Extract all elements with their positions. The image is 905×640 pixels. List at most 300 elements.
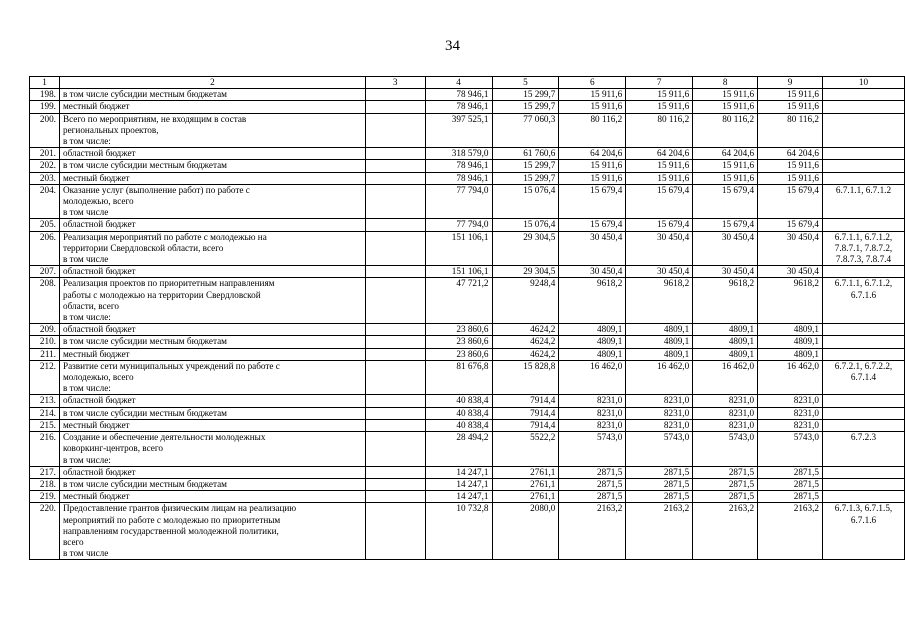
table-row xyxy=(30,231,905,266)
table-row xyxy=(30,407,905,419)
column-3-cell xyxy=(365,148,425,160)
value-cell: 4624,2 xyxy=(492,336,559,348)
value-cell: 7914,4 xyxy=(492,407,559,419)
value-cell: 2163,2 xyxy=(758,503,823,560)
table-row xyxy=(30,172,905,184)
value-cell: 8231,0 xyxy=(559,395,626,407)
indicator-codes xyxy=(822,478,904,490)
value-cell: 2163,2 xyxy=(626,503,693,560)
row-name-line: местный бюджет xyxy=(62,101,130,112)
row-name xyxy=(59,324,365,336)
value-cell: 28 494,2 xyxy=(425,432,492,467)
value-cell: 15 911,6 xyxy=(758,89,823,101)
column-3-cell xyxy=(365,89,425,101)
row-name-line: областной бюджет xyxy=(62,395,136,406)
indicator-code-line: 6.7.1.6 xyxy=(850,289,877,300)
table-row xyxy=(30,148,905,160)
column-3-cell xyxy=(365,419,425,431)
value-cell: 15 828,8 xyxy=(492,360,559,395)
table-row xyxy=(30,503,905,560)
value-cell: 30 450,4 xyxy=(559,266,626,278)
header-cell: 9 xyxy=(758,77,823,89)
value-cell: 4809,1 xyxy=(559,348,626,360)
value-cell: 81 676,8 xyxy=(425,360,492,395)
column-3-cell xyxy=(365,503,425,560)
row-name-line: в том числе: xyxy=(62,312,111,323)
value-cell: 30 450,4 xyxy=(559,231,626,266)
row-name xyxy=(59,491,365,503)
value-cell: 16 462,0 xyxy=(559,360,626,395)
row-number: 209. xyxy=(30,324,60,336)
value-cell: 15 679,4 xyxy=(693,184,758,219)
table-body xyxy=(30,89,905,560)
row-name-line: в том числе субсидии местным бюджетам xyxy=(62,336,227,347)
row-name xyxy=(59,478,365,490)
indicator-codes xyxy=(822,503,904,560)
value-cell: 15 076,4 xyxy=(492,184,559,219)
indicator-codes xyxy=(822,184,904,219)
column-3-cell xyxy=(365,231,425,266)
row-name xyxy=(59,466,365,478)
column-3-cell xyxy=(365,324,425,336)
column-3-cell xyxy=(365,113,425,148)
row-name-line: территории Свердловской области, всего xyxy=(62,242,224,253)
value-cell: 15 299,7 xyxy=(492,160,559,172)
table-row xyxy=(30,491,905,503)
value-cell: 77 794,0 xyxy=(425,184,492,219)
value-cell: 64 204,6 xyxy=(758,148,823,160)
table-row xyxy=(30,360,905,395)
indicator-codes xyxy=(822,360,904,395)
indicator-code-line: 6.7.2.3 xyxy=(850,432,877,443)
value-cell: 15 679,4 xyxy=(693,219,758,231)
value-cell: 30 450,4 xyxy=(758,266,823,278)
row-number: 216. xyxy=(30,432,60,467)
table-row xyxy=(30,395,905,407)
value-cell: 40 838,4 xyxy=(425,419,492,431)
indicator-code-line: 7.8.7.1, 7.8.7.2, xyxy=(834,242,893,253)
value-cell: 9618,2 xyxy=(626,278,693,324)
value-cell: 64 204,6 xyxy=(559,148,626,160)
value-cell: 8231,0 xyxy=(626,395,693,407)
row-name xyxy=(59,432,365,467)
header-cell: 7 xyxy=(626,77,693,89)
value-cell: 2163,2 xyxy=(693,503,758,560)
column-3-cell xyxy=(365,219,425,231)
table-row xyxy=(30,419,905,431)
table-row xyxy=(30,113,905,148)
value-cell: 2761,1 xyxy=(492,478,559,490)
value-cell: 8231,0 xyxy=(758,407,823,419)
value-cell: 80 116,2 xyxy=(693,113,758,148)
column-3-cell xyxy=(365,407,425,419)
row-name-line: Создание и обеспечение деятельности молодежных xyxy=(62,432,266,443)
column-3-cell xyxy=(365,478,425,490)
column-3-cell xyxy=(365,172,425,184)
value-cell: 15 679,4 xyxy=(758,219,823,231)
header-cell: 5 xyxy=(492,77,559,89)
value-cell: 4809,1 xyxy=(559,336,626,348)
column-3-cell xyxy=(365,336,425,348)
row-name-line: областной бюджет xyxy=(62,266,136,277)
value-cell: 15 911,6 xyxy=(559,89,626,101)
value-cell: 5743,0 xyxy=(559,432,626,467)
value-cell: 15 911,6 xyxy=(758,101,823,113)
column-3-cell xyxy=(365,160,425,172)
value-cell: 14 247,1 xyxy=(425,478,492,490)
indicator-codes xyxy=(822,113,904,148)
row-number: 210. xyxy=(30,336,60,348)
row-name xyxy=(59,395,365,407)
row-name-line: в том числе xyxy=(62,207,109,218)
value-cell: 4809,1 xyxy=(626,336,693,348)
row-name xyxy=(59,503,365,560)
indicator-codes xyxy=(822,419,904,431)
value-cell: 2871,5 xyxy=(626,491,693,503)
row-name-line: Реализация мероприятий по работе с молодежью на xyxy=(62,231,267,242)
row-name-line: Предоставление грантов физическим лицам на реализацию xyxy=(62,503,297,514)
header-cell: 2 xyxy=(59,77,365,89)
value-cell: 40 838,4 xyxy=(425,395,492,407)
value-cell: 2871,5 xyxy=(626,466,693,478)
value-cell: 15 911,6 xyxy=(559,101,626,113)
row-name xyxy=(59,101,365,113)
indicator-code-line: 6.7.1.1, 6.7.1.2, xyxy=(834,231,893,242)
row-name-line: всего xyxy=(62,536,84,547)
value-cell: 23 860,6 xyxy=(425,336,492,348)
row-name xyxy=(59,348,365,360)
row-name-line: Всего по мероприятиям, не входящим в состав xyxy=(62,113,247,124)
table-row xyxy=(30,219,905,231)
value-cell: 78 946,1 xyxy=(425,172,492,184)
value-cell: 8231,0 xyxy=(559,419,626,431)
indicator-codes xyxy=(822,466,904,478)
value-cell: 15 299,7 xyxy=(492,89,559,101)
column-3-cell xyxy=(365,395,425,407)
value-cell: 2871,5 xyxy=(758,478,823,490)
value-cell: 4809,1 xyxy=(626,324,693,336)
column-3-cell xyxy=(365,360,425,395)
value-cell: 23 860,6 xyxy=(425,348,492,360)
row-name xyxy=(59,407,365,419)
value-cell: 2761,1 xyxy=(492,491,559,503)
value-cell: 16 462,0 xyxy=(626,360,693,395)
value-cell: 4809,1 xyxy=(693,324,758,336)
row-name-line: областной бюджет xyxy=(62,148,136,159)
indicator-codes xyxy=(822,219,904,231)
value-cell: 23 860,6 xyxy=(425,324,492,336)
row-name xyxy=(59,278,365,324)
row-name-line: в том числе субсидии местным бюджетам xyxy=(62,407,227,418)
value-cell: 30 450,4 xyxy=(758,231,823,266)
indicator-codes xyxy=(822,407,904,419)
header-cell: 10 xyxy=(822,77,904,89)
value-cell: 2871,5 xyxy=(693,466,758,478)
row-name xyxy=(59,172,365,184)
row-name xyxy=(59,231,365,266)
value-cell: 15 299,7 xyxy=(492,172,559,184)
column-3-cell xyxy=(365,491,425,503)
indicator-codes xyxy=(822,89,904,101)
row-number: 213. xyxy=(30,395,60,407)
row-name-line: местный бюджет xyxy=(62,348,130,359)
table-row xyxy=(30,278,905,324)
row-name xyxy=(59,360,365,395)
table-row xyxy=(30,466,905,478)
row-name-line: области, всего xyxy=(62,300,119,311)
value-cell: 2871,5 xyxy=(559,466,626,478)
value-cell: 8231,0 xyxy=(626,419,693,431)
value-cell: 80 116,2 xyxy=(758,113,823,148)
value-cell: 15 911,6 xyxy=(559,172,626,184)
value-cell: 5522,2 xyxy=(492,432,559,467)
indicator-codes xyxy=(822,278,904,324)
value-cell: 15 679,4 xyxy=(559,219,626,231)
value-cell: 8231,0 xyxy=(758,395,823,407)
column-3-cell xyxy=(365,184,425,219)
header-cell: 3 xyxy=(365,77,425,89)
value-cell: 40 838,4 xyxy=(425,407,492,419)
value-cell: 2871,5 xyxy=(758,466,823,478)
value-cell: 15 911,6 xyxy=(758,160,823,172)
value-cell: 78 946,1 xyxy=(425,89,492,101)
row-name xyxy=(59,113,365,148)
row-name-line: направлениям государственной молодежной политики, xyxy=(62,525,279,536)
row-number: 211. xyxy=(30,348,60,360)
column-3-cell xyxy=(365,466,425,478)
row-name-line: в том числе: xyxy=(62,454,111,465)
value-cell: 8231,0 xyxy=(758,419,823,431)
value-cell: 4809,1 xyxy=(758,324,823,336)
value-cell: 16 462,0 xyxy=(693,360,758,395)
value-cell: 14 247,1 xyxy=(425,466,492,478)
value-cell: 7914,4 xyxy=(492,419,559,431)
indicator-codes xyxy=(822,231,904,266)
value-cell: 2871,5 xyxy=(559,478,626,490)
value-cell: 77 060,3 xyxy=(492,113,559,148)
header-cell: 8 xyxy=(693,77,758,89)
row-name-line: областной бюджет xyxy=(62,324,136,335)
row-name-line: мероприятий по работе с молодежью по приоритетным xyxy=(62,514,281,525)
value-cell: 29 304,5 xyxy=(492,231,559,266)
value-cell: 2871,5 xyxy=(758,491,823,503)
value-cell: 4809,1 xyxy=(559,324,626,336)
row-name xyxy=(59,336,365,348)
row-name xyxy=(59,219,365,231)
value-cell: 10 732,8 xyxy=(425,503,492,560)
row-name xyxy=(59,160,365,172)
value-cell: 15 679,4 xyxy=(626,219,693,231)
table-row xyxy=(30,101,905,113)
row-number: 207. xyxy=(30,266,60,278)
value-cell: 77 794,0 xyxy=(425,219,492,231)
header-cell: 4 xyxy=(425,77,492,89)
row-number: 200. xyxy=(30,113,60,148)
value-cell: 30 450,4 xyxy=(626,266,693,278)
row-name-line: региональных проектов, xyxy=(62,124,159,135)
column-3-cell xyxy=(365,432,425,467)
value-cell: 64 204,6 xyxy=(626,148,693,160)
value-cell: 15 911,6 xyxy=(626,172,693,184)
column-3-cell xyxy=(365,101,425,113)
row-name-line: местный бюджет xyxy=(62,172,130,183)
value-cell: 7914,4 xyxy=(492,395,559,407)
row-number: 214. xyxy=(30,407,60,419)
row-name xyxy=(59,266,365,278)
row-number: 220. xyxy=(30,503,60,560)
row-name-line: молодежью, всего xyxy=(62,196,134,207)
value-cell: 64 204,6 xyxy=(693,148,758,160)
value-cell: 4809,1 xyxy=(693,336,758,348)
row-name-line: областной бюджет xyxy=(62,219,136,230)
value-cell: 4624,2 xyxy=(492,348,559,360)
table-row xyxy=(30,266,905,278)
value-cell: 151 106,1 xyxy=(425,266,492,278)
value-cell: 16 462,0 xyxy=(758,360,823,395)
row-number: 212. xyxy=(30,360,60,395)
value-cell: 9618,2 xyxy=(758,278,823,324)
value-cell: 5743,0 xyxy=(626,432,693,467)
value-cell: 4809,1 xyxy=(758,348,823,360)
value-cell: 29 304,5 xyxy=(492,266,559,278)
value-cell: 2871,5 xyxy=(693,491,758,503)
column-3-cell xyxy=(365,266,425,278)
table-row xyxy=(30,348,905,360)
indicator-codes xyxy=(822,395,904,407)
column-3-cell xyxy=(365,278,425,324)
value-cell: 4809,1 xyxy=(758,336,823,348)
value-cell: 15 911,6 xyxy=(626,89,693,101)
value-cell: 30 450,4 xyxy=(693,231,758,266)
value-cell: 5743,0 xyxy=(693,432,758,467)
indicator-codes xyxy=(822,432,904,467)
indicator-code-line: 6.7.1.6 xyxy=(850,514,877,525)
header-cell: 1 xyxy=(30,77,60,89)
indicator-code-line: 6.7.1.4 xyxy=(850,372,877,383)
row-name-line: в том числе субсидии местным бюджетам xyxy=(62,160,227,171)
value-cell: 5743,0 xyxy=(758,432,823,467)
row-name-line: в том числе: xyxy=(62,136,111,147)
indicator-codes xyxy=(822,336,904,348)
row-name-line: местный бюджет xyxy=(62,491,130,502)
table-row xyxy=(30,89,905,101)
row-name xyxy=(59,184,365,219)
indicator-codes xyxy=(822,172,904,184)
value-cell: 15 299,7 xyxy=(492,101,559,113)
indicator-codes xyxy=(822,101,904,113)
row-number: 199. xyxy=(30,101,60,113)
indicator-code-line: 6.7.1.1, 6.7.1.2, xyxy=(834,278,893,289)
value-cell: 30 450,4 xyxy=(693,266,758,278)
row-name-line: Развитие сети муниципальных учреждений по работе с xyxy=(62,360,280,371)
value-cell: 15 911,6 xyxy=(626,160,693,172)
table-row xyxy=(30,432,905,467)
column-3-cell xyxy=(365,348,425,360)
table-row xyxy=(30,324,905,336)
value-cell: 2871,5 xyxy=(559,491,626,503)
row-number: 202. xyxy=(30,160,60,172)
indicator-codes xyxy=(822,491,904,503)
row-name-line: местный бюджет xyxy=(62,419,130,430)
value-cell: 9248,4 xyxy=(492,278,559,324)
value-cell: 318 579,0 xyxy=(425,148,492,160)
row-name-line: Оказание услуг (выполнение работ) по работе с xyxy=(62,184,250,195)
value-cell: 4809,1 xyxy=(693,348,758,360)
value-cell: 4809,1 xyxy=(626,348,693,360)
row-name-line: коворкинг-центров, всего xyxy=(62,443,163,454)
table-row xyxy=(30,160,905,172)
value-cell: 2761,1 xyxy=(492,466,559,478)
indicator-codes xyxy=(822,348,904,360)
indicator-codes xyxy=(822,160,904,172)
indicator-codes xyxy=(822,324,904,336)
value-cell: 8231,0 xyxy=(559,407,626,419)
value-cell: 15 911,6 xyxy=(626,101,693,113)
row-number: 206. xyxy=(30,231,60,266)
row-number: 215. xyxy=(30,419,60,431)
indicator-code-line: 6.7.2.1, 6.7.2.2, xyxy=(834,360,893,371)
indicator-code-line: 6.7.1.3, 6.7.1.5, xyxy=(834,503,893,514)
row-name-line: молодежью, всего xyxy=(62,372,134,383)
header-row xyxy=(30,77,905,89)
indicator-code-line: 7.8.7.3, 7.8.7.4 xyxy=(835,254,892,265)
value-cell: 2080,0 xyxy=(492,503,559,560)
value-cell: 15 911,6 xyxy=(758,172,823,184)
value-cell: 15 076,4 xyxy=(492,219,559,231)
page-number: 34 xyxy=(445,38,460,54)
row-name xyxy=(59,148,365,160)
row-name-line: в том числе субсидии местным бюджетам xyxy=(62,478,227,489)
row-number: 218. xyxy=(30,478,60,490)
row-number: 208. xyxy=(30,278,60,324)
value-cell: 80 116,2 xyxy=(559,113,626,148)
row-name xyxy=(59,419,365,431)
value-cell: 15 911,6 xyxy=(693,160,758,172)
value-cell: 14 247,1 xyxy=(425,491,492,503)
header-cell: 6 xyxy=(559,77,626,89)
value-cell: 80 116,2 xyxy=(626,113,693,148)
budget-table xyxy=(29,76,905,560)
value-cell: 9618,2 xyxy=(693,278,758,324)
value-cell: 15 911,6 xyxy=(559,160,626,172)
row-name-line: в том числе субсидии местным бюджетам xyxy=(62,89,227,100)
value-cell: 2871,5 xyxy=(626,478,693,490)
value-cell: 47 721,2 xyxy=(425,278,492,324)
value-cell: 15 911,6 xyxy=(693,101,758,113)
value-cell: 8231,0 xyxy=(693,419,758,431)
row-name-line: в том числе xyxy=(62,548,109,559)
value-cell: 15 911,6 xyxy=(693,172,758,184)
row-name-line: Реализация проектов по приоритетным направлениям xyxy=(62,278,275,289)
value-cell: 8231,0 xyxy=(693,395,758,407)
row-number: 204. xyxy=(30,184,60,219)
row-number: 203. xyxy=(30,172,60,184)
value-cell: 61 760,6 xyxy=(492,148,559,160)
value-cell: 15 679,4 xyxy=(758,184,823,219)
row-number: 201. xyxy=(30,148,60,160)
value-cell: 2871,5 xyxy=(693,478,758,490)
indicator-codes xyxy=(822,148,904,160)
row-name-line: работы с молодежью на территории Свердловской xyxy=(62,289,261,300)
value-cell: 78 946,1 xyxy=(425,160,492,172)
value-cell: 15 679,4 xyxy=(559,184,626,219)
row-name xyxy=(59,89,365,101)
value-cell: 4624,2 xyxy=(492,324,559,336)
value-cell: 397 525,1 xyxy=(425,113,492,148)
row-number: 219. xyxy=(30,491,60,503)
value-cell: 30 450,4 xyxy=(626,231,693,266)
value-cell: 15 679,4 xyxy=(626,184,693,219)
